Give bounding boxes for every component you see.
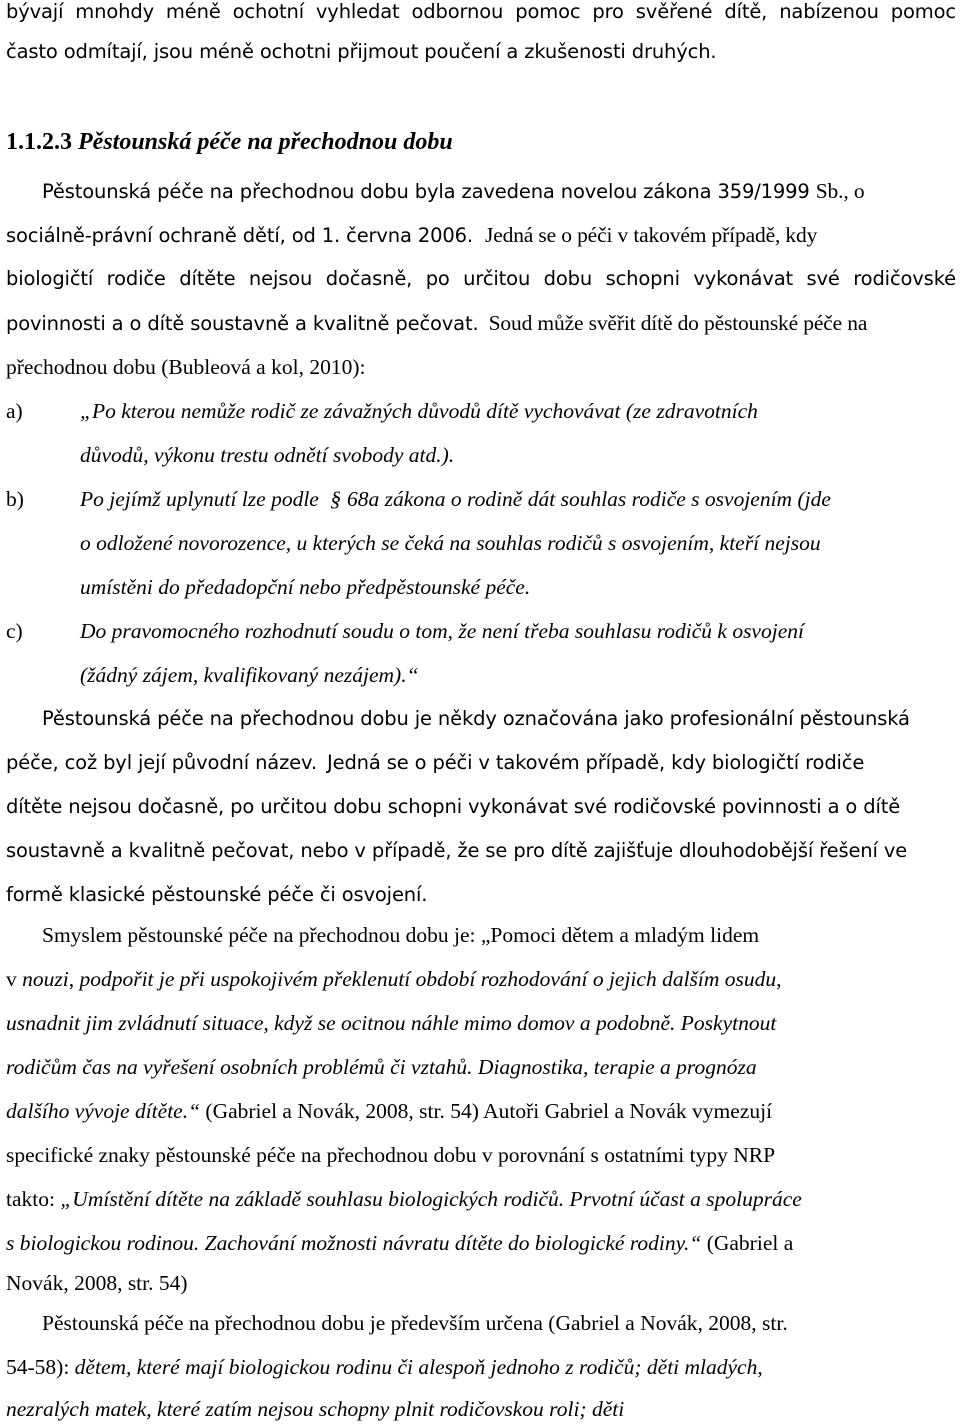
text-span: dalšího vývoje dítěte.“ xyxy=(6,1099,201,1123)
list-text: 68a zákona o rodině dát souhlas rodiče s osvojením (jde xyxy=(346,487,831,511)
text-span: přechodnou dobu (Bubleová a kol, 2010): xyxy=(6,355,366,379)
heading-title: Pěstounská péče na přechodnou dobu xyxy=(78,129,453,155)
text-span: soustavně a kvalitně pečovat, nebo v případě, že se pro dítě zajišťuje dlouhodobější řešení ve xyxy=(6,839,908,862)
text-line xyxy=(6,1096,772,1126)
text-span: bývají mnohdy méně ochotní vyhledat odbornou pomoc pro svěřené dítě, nabízenou pomoc xyxy=(6,0,956,23)
list-text: o odložené novorozence, u kterých se čeká na souhlas rodičů s osvojením, kteří nejsou xyxy=(80,531,821,555)
list-text: Po jejímž uplynutí lze podle xyxy=(80,487,319,511)
list-item-b-continued xyxy=(80,528,821,558)
text-span: Autoři Gabriel a Novák vymezují xyxy=(483,1099,773,1123)
text-span: „Umístění dítěte na základě souhlasu biologických rodičů. xyxy=(60,1187,565,1211)
text-span: m lidem xyxy=(688,923,760,947)
list-text: (žádný zájem, kvalifikovaný nezájem).“ xyxy=(80,663,419,687)
list-marker: b) xyxy=(6,487,24,511)
text-span: Pěstounská péče na přechodnou dobu je někdy označována jako profesionální pěstounská xyxy=(42,707,910,730)
text-span: nouzi, podpořit je při uspokojivém překlenutí období rozhodování o jejich dalším osudu, xyxy=(16,967,782,991)
text-span: dětem, které mají biologickou rodinu či alespoň jednoho z rodičů; děti mladých, xyxy=(74,1355,763,1379)
citation: Novák, 2008, str. 54) xyxy=(6,1271,188,1295)
text-line xyxy=(6,748,864,778)
list-item-b xyxy=(6,484,831,514)
citation: (Gabriel a Novák, 2008, str. 54) xyxy=(205,1099,479,1123)
text-line xyxy=(42,176,864,207)
text-line xyxy=(6,0,956,27)
text-line xyxy=(42,920,759,950)
text-span: , o xyxy=(843,179,865,203)
text-line xyxy=(6,308,867,339)
text-span: biologičtí rodiče dítěte nejsou dočasně, po určitou dobu schopni vykonávat své rodičovské xyxy=(6,267,956,290)
text-line xyxy=(6,1140,775,1170)
list-text: „Po kterou nemůže rodič ze závažných důvodů dítě vychovávat (ze zdravotních xyxy=(80,399,758,423)
text-line xyxy=(6,1052,757,1082)
text-span: Jedná se o péči v takovém případě, kdy biologičtí rodiče xyxy=(327,751,865,774)
text-span: Diagnostika, terapie a prognóza xyxy=(477,1055,757,1079)
text-span: Jedná se o péči v takovém případě, kdy xyxy=(485,223,818,247)
list-item-a-continued xyxy=(80,440,454,470)
text-line xyxy=(6,792,900,822)
text-line xyxy=(42,1308,788,1338)
text-span: v xyxy=(6,967,17,991)
list-item-c xyxy=(6,616,804,646)
text-line xyxy=(6,1268,188,1298)
section-sign: § xyxy=(330,487,341,511)
list-text: umístěni do předadopční nebo předpěstounské péče. xyxy=(80,575,531,599)
text-line xyxy=(6,880,427,910)
text-span: dítěte nejsou dočasně, po určitou dobu schopni vykonávat své rodičovské povinnosti a o dítě xyxy=(6,795,901,818)
text-line xyxy=(6,352,365,382)
text-span: 54-58): xyxy=(6,1355,70,1379)
text-span: formě klasické pěstounské péče či osvojení. xyxy=(6,883,428,906)
text-span: sociálně-právní ochraně dětí, od 1. června 2006. xyxy=(6,224,473,247)
heading-number: 1.1.2.3 xyxy=(6,129,72,155)
list-text: Do pravomocného rozhodnutí soudu o tom, že není třeba souhlasu rodičů k osvojení xyxy=(80,619,804,643)
list-item-b-continued xyxy=(80,572,530,602)
list-item-c-continued xyxy=(80,660,419,690)
text-span: Soud může svěřit dítě do pěstounské péče na xyxy=(488,311,868,335)
text-span: se ocitnou náhle mimo domov a podobně. xyxy=(317,1011,676,1035)
citation: (Gabriel a xyxy=(706,1231,794,1255)
text-span: povinnosti a o dítě soustavně a kvalitně pečovat. xyxy=(6,312,479,335)
list-marker: c) xyxy=(6,619,23,643)
text-span: Smyslem pěstounské péče na přechodnou dobu je: „Pomoci dětem a mladý xyxy=(42,923,689,947)
text-span: Prvotní účast a spolupráce xyxy=(569,1187,802,1211)
text-span: rodičům čas na vyřešení osobních problémů či vztahů. xyxy=(6,1055,473,1079)
text-span: Poskytnout xyxy=(680,1011,777,1035)
list-marker: a) xyxy=(6,399,23,423)
list-item-a xyxy=(6,396,758,426)
text-span: nezralých matek, které zatím nejsou schopny plnit rodičovskou roli; děti xyxy=(6,1397,625,1421)
text-line xyxy=(6,1394,624,1424)
text-span: často odmítají, jsou méně ochotni přijmout poučení a zkušenosti druhých. xyxy=(6,40,717,63)
text-line xyxy=(6,1184,802,1214)
list-text: důvodů, výkonu trestu odnětí svobody atd.). xyxy=(80,443,455,467)
text-span: NRP xyxy=(733,1143,776,1167)
text-span: Zachování možnosti návratu dítěte do biologické rodiny.“ xyxy=(204,1231,702,1255)
text-line xyxy=(6,1008,776,1038)
text-span: Sb. xyxy=(815,179,844,203)
text-line xyxy=(6,964,782,994)
text-span: s biologickou rodinou. xyxy=(6,1231,200,1255)
text-span: takto: xyxy=(6,1187,55,1211)
text-line xyxy=(6,264,956,294)
text-line xyxy=(6,1228,793,1258)
text-span: usnadnit jim zvládnutí situace, když xyxy=(6,1011,313,1035)
text-line xyxy=(6,836,907,866)
text-span: Pěstounská péče na přechodnou dobu byla zavedena novelou zákona 359/1999 xyxy=(42,180,810,203)
text-span: Pěstounská péče na přechodnou dobu je především určena (Gabriel a Novák, 2008, str. xyxy=(42,1311,788,1335)
text-span: specifické znaky pěstounské péče na přechodnou dobu v porovnání s ostatními typy xyxy=(6,1143,728,1167)
text-line xyxy=(6,220,817,251)
text-span: péče, což byl její původní název. xyxy=(6,751,317,774)
section-heading xyxy=(6,127,453,157)
text-line xyxy=(42,704,910,734)
text-line xyxy=(6,1352,763,1382)
text-line xyxy=(6,37,716,67)
